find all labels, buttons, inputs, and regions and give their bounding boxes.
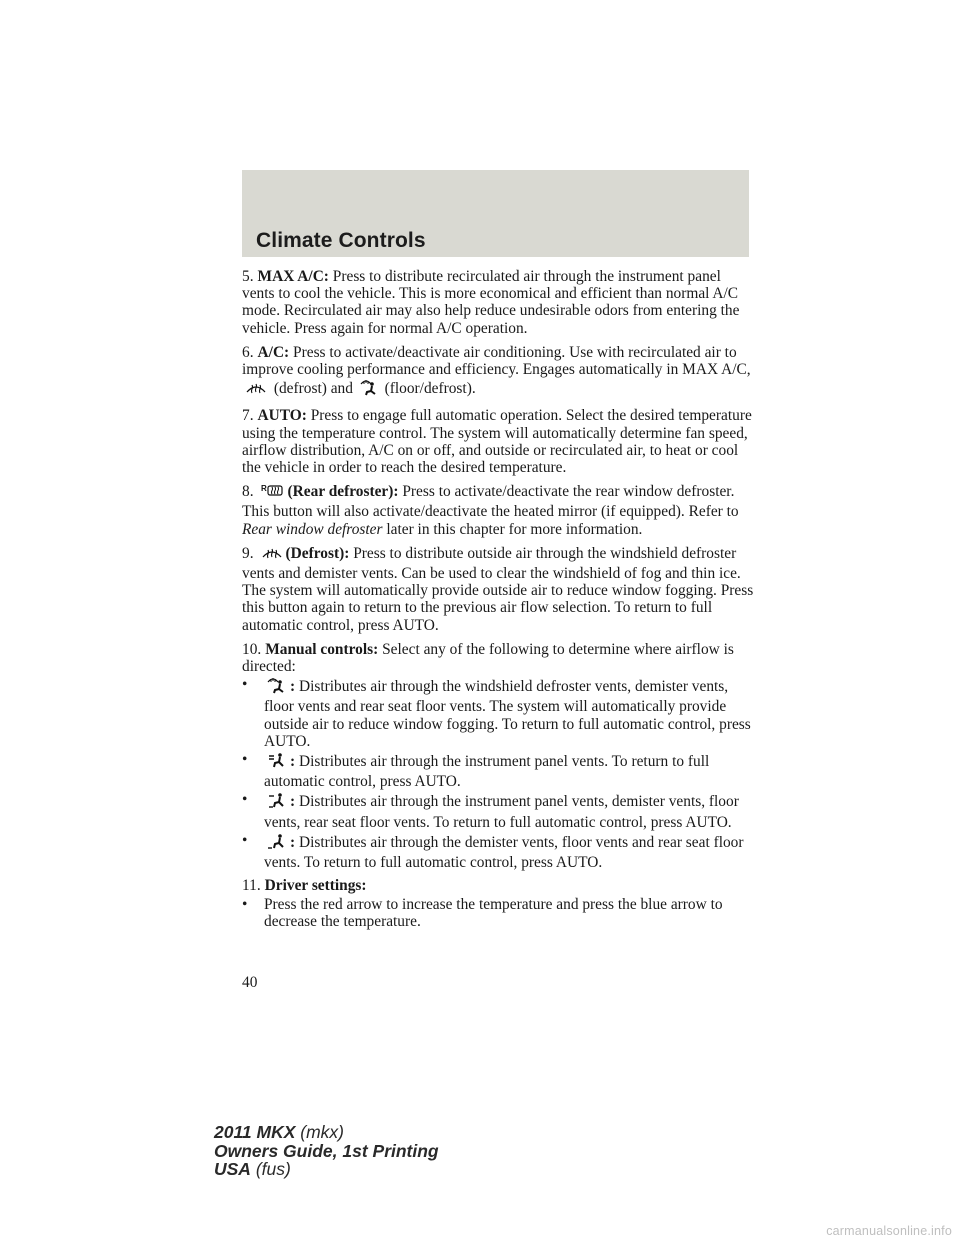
item-text: Press to distribute recirculated air through the instrument panel vents to cool the vehicle. This is more economical and efficient than normal A/C mode. Recirculated air may also help reduce undesirable odors from entering the vehicle. Press again for normal A/C operation. — [242, 268, 740, 337]
item-text: Press to engage full automatic operation. Select the desired temperature using the temperature control. The system will automatically determine fan speed, airflow distribution, A/C on or off, and outside or recirculated air, to heat or cool the vehicle in order to reach the desired temperature. — [242, 407, 752, 477]
item-number: 11. — [242, 877, 261, 895]
item-number: 8. — [242, 483, 254, 501]
bullet-dot: • — [242, 751, 248, 769]
footer-model-code: (mkx) — [300, 1122, 344, 1142]
panel-floor-icon — [267, 791, 287, 813]
bullet-colon: : — [290, 678, 296, 696]
floor-vent-icon — [267, 832, 287, 854]
item-rear-defroster — [242, 483, 756, 538]
bullet-text: Press the red arrow to increase the temperature and press the blue arrow to decrease the temperature. — [264, 895, 723, 930]
footer-region-code: (fus) — [255, 1159, 291, 1179]
bullet-panel-floor — [242, 791, 756, 830]
floor-defrost-icon — [360, 378, 378, 400]
item-label: AUTO: — [257, 407, 307, 425]
footer-guide: Owners Guide, 1st Printing — [214, 1140, 439, 1161]
item-manual-controls — [242, 641, 756, 675]
panel-vent-icon — [267, 751, 287, 773]
item-label: Manual controls: — [265, 640, 379, 658]
item-label: (Defrost): — [285, 544, 350, 562]
section-title: Climate Controls — [256, 229, 426, 252]
defrost-icon — [261, 545, 283, 565]
bullet-panel — [242, 751, 756, 790]
footer-region: USA — [214, 1159, 251, 1179]
defrost-icon — [245, 380, 267, 400]
item-label: A/C: — [257, 343, 290, 361]
bullet-text: Distributes air through the instrument panel vents, demister vents, floor vents, rear seat floor vents. To return to full automatic control, press AUTO. — [264, 793, 739, 831]
item-number: 6. — [242, 343, 254, 361]
item-number: 9. — [242, 544, 254, 562]
bullet-dot: • — [242, 895, 248, 913]
item-number: 10. — [242, 640, 262, 658]
bullet-text: Distributes air through the windshield defroster vents, demister vents, floor vents and rear seat floor vents. The system will automatically provide outside air to reduce window fogging. To return to full automatic control, press AUTO. — [264, 678, 751, 750]
bullet-floor — [242, 832, 756, 871]
bullet-dot: • — [242, 831, 248, 849]
print-footer — [214, 1123, 439, 1179]
bullet-text: Distributes air through the demister vents, floor vents and rear seat floor vents. To return to full automatic control, press AUTO. — [264, 833, 744, 872]
bullet-colon: : — [290, 793, 296, 811]
footer-line-model — [214, 1123, 439, 1142]
item-text: later in this chapter for more information. — [386, 520, 643, 538]
bullet-dot: • — [242, 791, 248, 809]
footer-model: 2011 MKX — [214, 1122, 296, 1142]
page-body — [242, 268, 756, 931]
bullet-floor-defrost — [242, 676, 756, 750]
item-label: MAX A/C: — [257, 268, 329, 285]
bullet-colon: : — [290, 753, 296, 771]
item-number: 5. — [242, 268, 254, 285]
item-text: Press to activate/deactivate the rear window defroster. This button will also activate/deactivate the heated mirror (if equipped). Refer to — [242, 483, 739, 521]
item-auto — [242, 407, 756, 476]
footer-line-region — [214, 1160, 439, 1179]
item-text: Select any of the following to determine where airflow is directed: — [242, 640, 734, 676]
footer-line-guide — [214, 1142, 439, 1161]
item-text: Press to distribute outside air through the windshield defroster vents and demister vents. Can be used to clear the windshield of fog and thin ice. The system will automatically provide outside air to reduce window fogging. Press this button again to return to the previous air flow selection. To return to full automatic control, press AUTO. — [242, 544, 754, 634]
rear-defrost-icon — [261, 483, 285, 503]
cross-reference: Rear window defroster — [242, 520, 383, 538]
bullet-text: Distributes air through the instrument panel vents. To return to full automatic control, press AUTO. — [264, 753, 710, 791]
item-text: (floor/defrost). — [384, 380, 476, 398]
svg-text:R: R — [260, 484, 267, 494]
floor-defrost-icon — [267, 676, 287, 698]
item-ac — [242, 344, 756, 401]
item-driver-settings — [242, 877, 756, 894]
bullet-driver-temp — [242, 896, 756, 930]
watermark: carmanualsonline.info — [826, 1224, 952, 1238]
bullet-dot: • — [242, 676, 248, 694]
item-max-ac — [242, 268, 756, 337]
page-number: 40 — [242, 974, 258, 991]
item-defrost — [242, 545, 756, 634]
item-text: (defrost) and — [273, 380, 353, 398]
item-label: Driver settings: — [264, 877, 367, 895]
item-number: 7. — [242, 407, 254, 425]
item-text: Press to activate/deactivate air conditioning. Use with recirculated air to improve cooling performance and efficiency. Engages automatically in MAX A/C, — [242, 343, 751, 379]
item-label: (Rear defroster): — [287, 483, 399, 501]
bullet-colon: : — [290, 833, 296, 851]
